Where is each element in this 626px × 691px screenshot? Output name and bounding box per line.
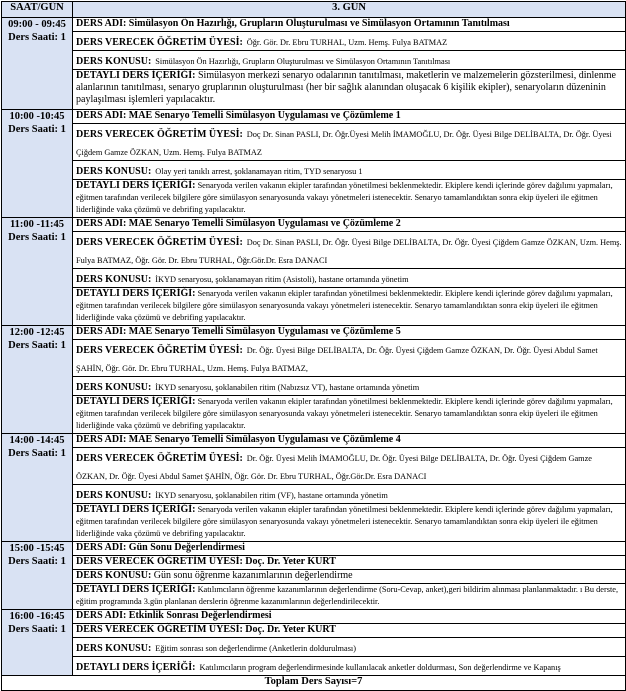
ogretim-uyesi-label: DERS VERECEK ÖĞRETİM ÜYESİ: bbox=[76, 453, 243, 464]
session-time: 12:00 -12:45 bbox=[9, 327, 65, 338]
session-topic-row bbox=[73, 161, 626, 180]
session-detail-row bbox=[73, 584, 626, 610]
detay-label: DETAYLI DERS İÇERİĞİ: bbox=[76, 396, 196, 407]
session-name: MAE Senaryo Temelli Simülasyon Uygulaması ve Çözümleme 1 bbox=[128, 110, 401, 121]
time-column-header: SAAT/GÜN bbox=[2, 2, 73, 18]
session-detail: Simülasyon merkezi senaryo odalarının tanıtılması, maketlerin ve malzemelerin gözsterilmesi, dinlenme alanlarının tanıtılması, senaryo gruplarının oluşturulması (her bir sağlık alanından oluşacak 6 kişilik ekipler), senaryoların düzeninin paylaşılması işlemleri yapılacaktır. bbox=[76, 70, 616, 105]
schedule-table bbox=[1, 1, 626, 691]
session-detail-row bbox=[73, 288, 626, 326]
session-teachers: Dr. Öğr. Üyesi Bilge DELİBALTA, Dr. Öğr. Üyesi Çiğdem Gamze ÖZKAN, Dr. Öğr. Üyesi Abdul Samet ŞAHİN, Öğr. Gör. Dr. Ebru TURHAL, Uzm. Hemş. Fulya BATMAZ, bbox=[76, 346, 598, 373]
session-detail: Katılımcıların öğrenme kazanımlarının değerlendirme (Soru-Cevap, anket),geri bildirim alınması planlanmaktadır. ı Bu derste, eğitim programında 3.gün planlanan derslerin öğrenme kazanımlarının değerlendirilecektir. bbox=[76, 585, 619, 606]
ders-adi-label: DERS ADI: bbox=[76, 326, 127, 337]
detay-label: DETAYLI DERS İÇERİĞİ: bbox=[76, 584, 196, 595]
session-detail-row bbox=[73, 70, 626, 110]
day-column-header: 3. GÜN bbox=[73, 2, 626, 18]
session-teacher-row bbox=[73, 448, 626, 485]
ogretim-uyesi-label: DERS VERECEK ÖĞRETİM ÜYESİ: bbox=[76, 624, 243, 635]
session-time-cell bbox=[2, 434, 73, 542]
detay-label: DETAYLI DERS İÇERİĞİ: bbox=[76, 504, 196, 515]
ders-adi-label: DERS ADI: bbox=[76, 542, 127, 553]
session-teacher-row bbox=[73, 624, 626, 638]
konusu-label: DERS KONUSU: bbox=[76, 490, 152, 501]
session-name: MAE Senaryo Temelli Simülasyon Uygulaması ve Çözümleme 2 bbox=[128, 218, 401, 229]
session-name-row bbox=[73, 326, 626, 340]
session-topic-row bbox=[73, 570, 626, 584]
konusu-label: DERS KONUSU: bbox=[76, 166, 152, 177]
session-topic-row bbox=[73, 51, 626, 70]
session-name: Gün Sonu Değerlendirmesi bbox=[128, 542, 245, 553]
session-teachers: Dr. Öğr. Üyesi Melih İMAMOĞLU, Dr. Öğr. Üyesi Bilge DELİBALTA, Dr. Öğr. Üyesi Çiğdem Gamze ÖZKAN, Dr. Öğr. Üyesi Abdul Samet ŞAHİN, Öğr. Gör. Dr. Ebru TURHAL, Öğr.Gör.Dr. Esra DANACI bbox=[76, 454, 592, 481]
session-teacher-row bbox=[73, 340, 626, 377]
session-hours: Ders Saati: 1 bbox=[8, 232, 66, 244]
session-topic-row bbox=[73, 377, 626, 396]
session-name-row bbox=[73, 18, 626, 32]
session-hours: Ders Saati: 1 bbox=[8, 556, 66, 568]
session-hours: Ders Saati: 1 bbox=[8, 124, 66, 136]
konusu-label: DERS KONUSU: bbox=[76, 274, 152, 285]
session-topic: Simülasyon Ön Hazırlığı, Grupların Oluşturulması ve Simülasyon Ortamının Tanıtılması bbox=[155, 57, 451, 66]
session-time-cell bbox=[2, 542, 73, 610]
ogretim-uyesi-label: DERS VERECEK ÖĞRETİM ÜYESİ: bbox=[76, 37, 243, 48]
ders-adi-label: DERS ADI: bbox=[76, 610, 127, 621]
session-teacher-row bbox=[73, 232, 626, 269]
session-name: Simülasyon Ön Hazırlığı, Grupların Oluşturulması ve Simülasyon Ortamının Tanıtılması bbox=[128, 18, 510, 29]
session-topic: Eğitim sonrası son değerlendirme (Anketlerin doldurulması) bbox=[155, 644, 356, 653]
session-detail: Senaryoda verilen vakanın ekipler tarafından yönetilmesi beklenmektedir. Ekiplere kendi içlerinde görev dağılımı yapmaları, eğitmen tarafından verilecek bilgilere göre simülasyon senaryosunda vakayı yönetmeleri istenecektir. Senaryo tamamlandıktan sonra ekip üyeleri ile eğitmen liderliğinde vaka çözümü ve debrifing yapılacaktır. bbox=[76, 505, 613, 538]
session-time-cell bbox=[2, 610, 73, 676]
session-hours: Ders Saati: 1 bbox=[8, 624, 66, 636]
konusu-label: DERS KONUSU: bbox=[76, 56, 152, 67]
ogretim-uyesi-label: DERS VERECEK ÖĞRETİM ÜYESİ: bbox=[76, 556, 243, 567]
session-hours: Ders Saati: 1 bbox=[8, 340, 66, 352]
session-name: MAE Senaryo Temelli Simülasyon Uygulaması ve Çözümleme 5 bbox=[128, 326, 401, 337]
session-topic-row bbox=[73, 638, 626, 657]
ogretim-uyesi-label: DERS VERECEK ÖĞRETİM ÜYESİ: bbox=[76, 237, 243, 248]
konusu-label: DERS KONUSU: bbox=[76, 643, 152, 654]
session-topic-row bbox=[73, 485, 626, 504]
session-detail-row bbox=[73, 657, 626, 676]
detay-label: DETAYLI DERS İÇERİĞİ: bbox=[76, 180, 196, 191]
ogretim-uyesi-label: DERS VERECEK ÖĞRETİM ÜYESİ: bbox=[76, 345, 243, 356]
detay-label: DETAYLI DERS İÇERİĞİ: bbox=[76, 288, 196, 299]
session-time-cell bbox=[2, 18, 73, 110]
session-teacher-row bbox=[73, 556, 626, 570]
detay-label: DETAYLI DERS İÇERİĞİ: bbox=[76, 662, 196, 673]
session-time: 14:00 -14:45 bbox=[9, 435, 65, 446]
session-detail-row bbox=[73, 504, 626, 542]
ders-adi-label: DERS ADI: bbox=[76, 434, 127, 445]
ders-adi-label: DERS ADI: bbox=[76, 110, 127, 121]
session-teachers: Doç Dr. Sinan PASLI, Dr. Öğr.Üyesi Melih İMAMOĞLU, Dr. Öğr. Üyesi Bilge DELİBALTA, Dr. Öğr. Üyesi Çiğdem Gamze ÖZKAN, Uzm. Hemş. Fulya BATMAZ bbox=[76, 130, 612, 157]
session-topic: İKYD senaryosu, şoklanamayan ritim (Asistoli), hastane ortamında yönetim bbox=[155, 275, 409, 284]
session-time: 09:00 - 09:45 bbox=[8, 19, 66, 30]
ders-adi-label: DERS ADI: bbox=[76, 218, 127, 229]
session-detail-row bbox=[73, 180, 626, 218]
konusu-label: DERS KONUSU: bbox=[76, 570, 152, 581]
session-teachers: Doç. Dr. Yeter KURT bbox=[245, 624, 336, 635]
session-teachers: Doç Dr. Sinan PASLI, Dr. Öğr. Üyesi Bilge DELİBALTA, Dr. Öğr. Üyesi Çiğdem Gamze ÖZKAN, Uzm. Hemş. Fulya BATMAZ, Öğr. Gör. Dr. Ebru TURHAL, Öğr.Gör.Dr. Esra DANACI bbox=[76, 238, 622, 265]
session-time: 16:00 -16:45 bbox=[9, 611, 65, 622]
session-teacher-row bbox=[73, 32, 626, 51]
session-topic: Gün sonu öğrenme kazanımlarının değerlendirme bbox=[153, 570, 353, 581]
session-time: 15:00 -15:45 bbox=[9, 543, 65, 554]
session-time: 11:00 -11:45 bbox=[10, 219, 64, 230]
session-teacher-row bbox=[73, 124, 626, 161]
session-name-row bbox=[73, 218, 626, 232]
session-detail-row bbox=[73, 396, 626, 434]
total-lessons: Toplam Ders Sayısı=7 bbox=[2, 676, 626, 691]
session-time-cell bbox=[2, 218, 73, 326]
session-detail: Senaryoda verilen vakanın ekipler tarafından yönetilmesi beklenmektedir. Ekiplere kendi içlerinde görev dağılımı yapmaları, eğitmen tarafından verilecek bilgilere göre simülasyon senaryosunda vakayı yönetmeleri istenecektir. Senaryo tamamlandıktan sonra ekip üyeleri ile eğitmen liderliğinde vaka çözümü ve debrifing yapılacaktır. bbox=[76, 397, 613, 430]
session-hours: Ders Saati: 1 bbox=[8, 32, 66, 44]
session-name: Etkinlik Sonrası Değerlendirmesi bbox=[128, 610, 272, 621]
session-name-row bbox=[73, 610, 626, 624]
session-teachers: Öğr. Gör. Dr. Ebru TURHAL, Uzm. Hemş. Fulya BATMAZ bbox=[246, 38, 448, 47]
session-name-row bbox=[73, 434, 626, 448]
session-topic: İKYD senaryosu, şoklanabilen ritim (VF), hastane ortamında yönetim bbox=[155, 491, 388, 500]
session-topic-row bbox=[73, 269, 626, 288]
session-detail: Senaryoda verilen vakanın ekipler tarafından yönetilmesi beklenmektedir. Ekiplere kendi içlerinde görev dağılımı yapmaları, eğitmen tarafından verilecek bilgilere göre simülasyon senaryosunda vakayı yönetmeleri istenecektir. Senaryo tamamlandıktan sonra ekip üyeleri ile eğitmen liderliğinde vaka çözümü ve debrifing yapılacaktır. bbox=[76, 289, 613, 322]
session-detail: Katılımcıların program değerlendirmesinde kullanılacak anketler doldurması, Son değerlendirme ve Kapanış bbox=[199, 663, 561, 672]
session-name: MAE Senaryo Temelli Simülasyon Uygulaması ve Çözümleme 4 bbox=[128, 434, 401, 445]
session-detail: Senaryoda verilen vakanın ekipler tarafından yönetilmesi beklenmektedir. Ekiplere kendi içlerinde görev dağılımı yapmaları, eğitmen tarafından verilecek bilgilere göre simülasyon senaryosunda vakayı yönetmeleri istenecektir. Senaryo tamamlandıktan sonra ekip üyeleri ile eğitmen liderliğinde vaka çözümü ve debrifing yapılacaktır. bbox=[76, 181, 613, 214]
konusu-label: DERS KONUSU: bbox=[76, 382, 152, 393]
session-topic: İKYD senaryosu, şoklanabilen ritim (Nabızsız VT), hastane ortamında yönetim bbox=[155, 383, 420, 392]
session-time: 10:00 -10:45 bbox=[9, 111, 65, 122]
session-hours: Ders Saati: 1 bbox=[8, 448, 66, 460]
session-time-cell bbox=[2, 326, 73, 434]
ders-adi-label: DERS ADI: bbox=[76, 18, 127, 29]
ogretim-uyesi-label: DERS VERECEK ÖĞRETİM ÜYESİ: bbox=[76, 129, 243, 140]
session-teachers: Doç. Dr. Yeter KURT bbox=[245, 556, 336, 567]
session-topic: Olay yeri tanıklı arrest, şoklanamayan ritim, TYD senaryosu 1 bbox=[155, 167, 363, 176]
session-name-row bbox=[73, 110, 626, 124]
detay-label: DETAYLI DERS İÇERİĞİ: bbox=[76, 70, 196, 81]
session-time-cell bbox=[2, 110, 73, 218]
session-name-row bbox=[73, 542, 626, 556]
